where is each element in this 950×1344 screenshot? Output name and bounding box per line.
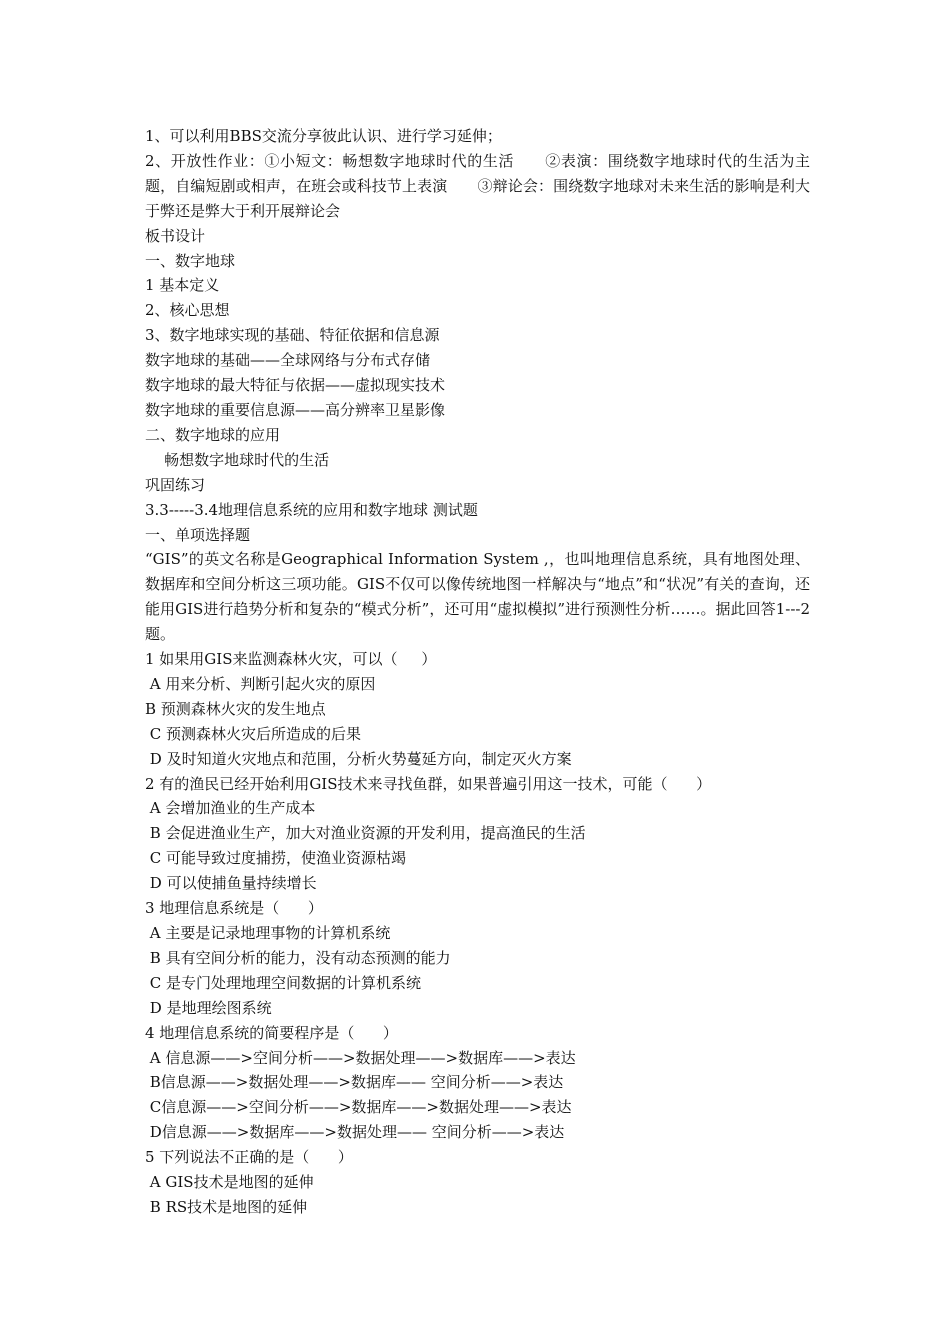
document-content: [145, 124, 810, 1220]
question-4: 4 地理信息系统的简要程序是（ ）: [145, 1023, 398, 1042]
question-2-option-d: D 可以使捕鱼量持续增长: [145, 874, 317, 893]
section-heading-board-design: 板书设计: [145, 226, 206, 245]
question-1: 1 如果用GIS来监测森林火灾，可以（ ）: [145, 650, 437, 669]
text-line: 1、可以利用BBS交流分享彼此认识、进行学习延伸；: [145, 127, 502, 145]
text-line: 数字地球的最大特征与依据——虚拟现实技术: [145, 376, 446, 395]
question-2-option-b: B 会促进渔业生产，加大对渔业资源的开发利用，提高渔民的生活: [145, 824, 586, 843]
text-line: 2、核心思想: [145, 301, 230, 320]
question-3-option-a: A 主要是记录地理事物的计算机系统: [145, 924, 391, 942]
question-1-option-c: C 预测森林火灾后所造成的后果: [145, 724, 362, 743]
text-line: 二、数字地球的应用: [145, 425, 281, 444]
homework-paragraph: 2、开放性作业：①小短文：畅想数字地球时代的生活 ②表演：围绕数字地球时代的生活为主题，自编短剧或相声，在班会或科技节上表演 ③辩论会：围绕数字地球对未来生活的影响是利大于弊还是弊大于利开展辩论会: [145, 151, 810, 220]
question-5-option-a: A GIS技术是地图的延伸: [145, 1173, 314, 1192]
question-3-option-c: C 是专门处理地理空间数据的计算机系统: [145, 973, 422, 992]
question-4-option-a: A 信息源——>空间分析——>数据处理——>数据库——>表达: [145, 1048, 576, 1067]
question-2-option-c: C 可能导致过度捕捞，使渔业资源枯竭: [145, 849, 407, 868]
text-line: 一、数字地球: [145, 251, 236, 270]
question-4-option-d: D信息源——>数据库——>数据处理—— 空间分析——>表达: [145, 1123, 565, 1142]
text-line: 数字地球的重要信息源——高分辨率卫星影像: [145, 400, 446, 419]
question-1-option-d: D 及时知道火灾地点和范围，分析火势蔓延方向，制定灭火方案: [145, 749, 572, 768]
text-line: 畅想数字地球时代的生活: [145, 450, 330, 469]
question-2: 2 有的渔民已经开始利用GIS技术来寻找鱼群，如果普遍引用这一技术，可能（ ）: [145, 774, 712, 793]
test-title: 3.3-----3.4地理信息系统的应用和数字地球 测试题: [145, 500, 478, 519]
question-5-option-b: B RS技术是地图的延伸: [145, 1197, 308, 1216]
question-1-option-b: B 预测森林火灾的发生地点: [145, 699, 326, 718]
section-heading-single-choice: 一、单项选择题: [145, 525, 251, 544]
question-3-option-b: B 具有空间分析的能力，没有动态预测的能力: [145, 948, 451, 967]
text-line: 1 基本定义: [145, 276, 220, 295]
question-1-option-a: A 用来分析、判断引起火灾的原因: [145, 674, 376, 693]
question-3: 3 地理信息系统是（ ）: [145, 899, 323, 918]
section-heading-practice: 巩固练习: [145, 475, 206, 494]
question-2-option-a: A 会增加渔业的生产成本: [145, 799, 316, 818]
question-4-option-b: B信息源——>数据处理——>数据库—— 空间分析——>表达: [145, 1073, 564, 1092]
question-5: 5 下列说法不正确的是（ ）: [145, 1148, 353, 1167]
intro-paragraph: “GIS”的英文名称是Geographical Information System ,，也叫地理信息系统，具有地图处理、数据库和空间分析这三项功能。GIS不仅可以像传统地图一样解决与“地点”和“状况”有关的查询，还能用GIS进行趋势分析和复杂的“模式分析”，还可用“虚拟模拟”进行预测性分析……。据此回答1---2题。: [145, 550, 810, 644]
question-4-option-c: C信息源——>空间分析——>数据库——>数据处理——>表达: [145, 1098, 572, 1117]
question-3-option-d: D 是地理绘图系统: [145, 998, 272, 1017]
text-line: 3、数字地球实现的基础、特征依据和信息源: [145, 326, 440, 345]
text-line: 数字地球的基础——全球网络与分布式存储: [145, 351, 431, 370]
